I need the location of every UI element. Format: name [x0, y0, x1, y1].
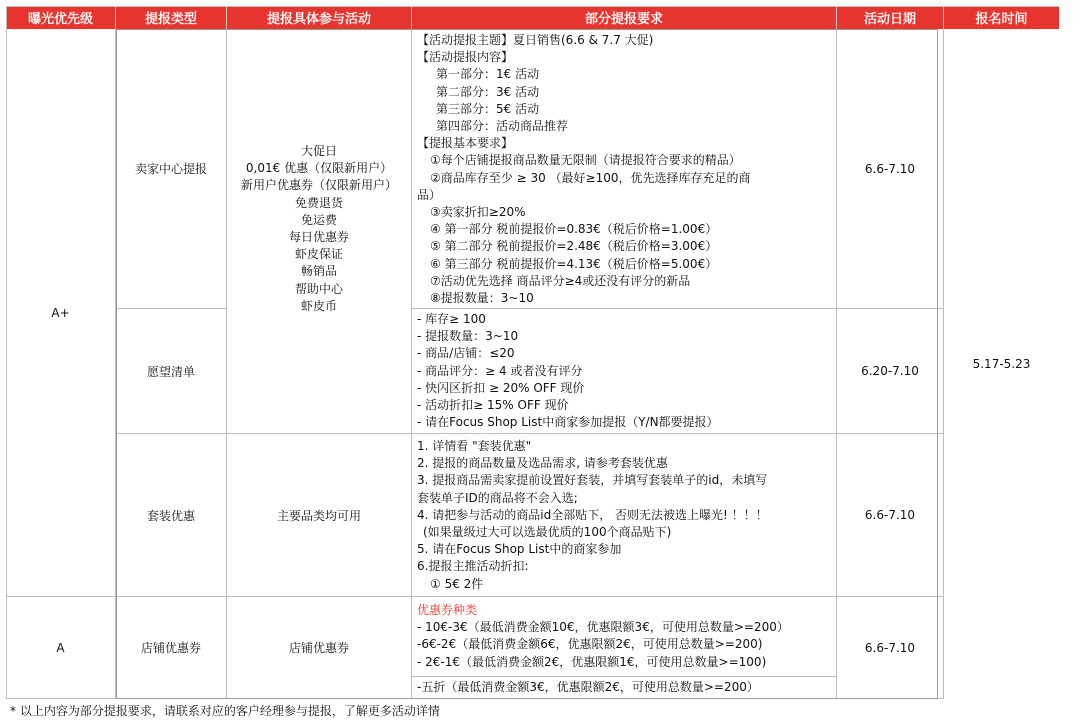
req-rule: ③卖家折扣≥20%	[430, 205, 526, 220]
req-line: - 商品评分：≥ 4 或者没有评分	[417, 363, 583, 378]
header-activity: 提报具体参与活动	[227, 6, 412, 29]
req-line: - 2€-1€（最低消费金额2€，优惠限额1€，可使用总数量>=100)	[417, 654, 767, 669]
priority-a: A	[6, 597, 116, 699]
req-line: - 快闪区折扣 ≥ 20% OFF 现价	[417, 380, 585, 395]
header-signup: 报名时间	[944, 6, 1059, 29]
priority-a-plus: A+	[6, 29, 116, 597]
req-theme: 【活动提报主题】夏日销售(6.6 & 7.7 大促)	[417, 33, 654, 47]
req-rule: ①每个店铺提报商品数量无限制（请提报符合要求的精品）	[430, 153, 741, 168]
date-wishlist: 6.20-7.10	[837, 309, 944, 434]
req-content-title: 【活动提报内容】	[417, 50, 514, 65]
activity-item: 虾皮币	[300, 298, 337, 313]
type-bundle: 套装优惠	[116, 434, 227, 597]
req-rule: ⑧提报数量：3~10	[430, 291, 534, 306]
req-line: - 商品/店铺：≤20	[417, 346, 515, 361]
activity-item: 帮助中心	[294, 281, 343, 296]
req-rule: ⑤ 第二部分 税前提报价=2.48€（税后价格=3.00€）	[430, 239, 718, 254]
footnote: * 以上内容为部分提报要求，请联系对应的客户经理参与提报，了解更多活动详情	[10, 704, 440, 718]
activity-item: 每日优惠券	[288, 230, 349, 244]
req-line: - 库存≥ 100	[417, 312, 486, 326]
req-basic-title: 【提报基本要求】	[417, 136, 514, 151]
req-part: 第二部分：3€ 活动	[436, 84, 540, 99]
activity-item: 大促日	[300, 143, 337, 158]
activity-item: 免运费	[300, 212, 337, 227]
header-type: 提报类型	[116, 6, 227, 29]
req-line: 3. 提报商品需卖家提前设置好套装，并填写套装单子的id，未填写	[417, 473, 768, 488]
req-line: - 请在Focus Shop List中商家参加提报（Y/N都要提报）	[417, 415, 719, 430]
req-part: 第三部分：5€ 活动	[436, 101, 540, 116]
req-line: -6€-2€（最低消费金额6€，优惠限额2€，可使用总数量>=200)	[417, 637, 763, 652]
req-line: 6.提报主推活动折扣:	[417, 559, 529, 574]
req-rule: ②商品库存至少 ≥ 30 （最好≥100，优先选择库存充足的商	[430, 170, 751, 185]
req-rule: 品）	[417, 187, 442, 202]
req-line: - 提报数量：3~10	[417, 329, 519, 344]
header-requirements: 部分提报要求	[412, 6, 837, 29]
req-line: ① 5€ 2件	[430, 576, 484, 591]
activity-item: 虾皮保证	[294, 247, 343, 262]
activity-item: 免费退货	[294, 195, 343, 210]
date-voucher: 6.6-7.10	[837, 597, 944, 699]
header-date: 活动日期	[837, 6, 944, 29]
activity-item: 畅销品	[300, 264, 337, 279]
req-line: (如果量级过大可以选最优质的100个商品贴下)	[423, 525, 672, 540]
activity-bundle: 主要品类均可用	[227, 434, 412, 597]
type-wishlist: 愿望清单	[116, 309, 227, 434]
date-seller-center: 6.6-7.10	[837, 29, 944, 309]
req-line: - 活动折扣≥ 15% OFF 现价	[417, 398, 569, 413]
req-part: 第四部分：活动商品推荐	[436, 119, 569, 134]
req-line: 5. 请在Focus Shop List中的商家参加	[417, 542, 622, 557]
req-rule: ④ 第一部分 税前提报价=0.83€（税后价格=1.00€）	[430, 222, 718, 237]
req-line: 4. 请把参与活动的商品id全部贴下， 否则无法被选上曝光! ！！！	[417, 507, 768, 522]
req-rule: ⑦活动优先选择 商品评分≥4或还没有评分的新品	[430, 273, 691, 288]
type-voucher: 店铺优惠券	[116, 597, 227, 699]
req-line: 套装单子ID的商品将不会入选;	[417, 490, 578, 505]
req-line: - 10€-3€（最低消费金额10€，优惠限额3€，可使用总数量>=200）	[417, 620, 789, 635]
req-part: 第一部分：1€ 活动	[436, 67, 540, 82]
voucher-types-title: 优惠券种类	[417, 603, 478, 617]
req-line: -五折（最低消费金额3€，优惠限额2€，可使用总数量>=200）	[417, 680, 759, 694]
req-line: 2. 提报的商品数量及选品需求, 请参考套装优惠	[417, 456, 668, 471]
header-priority: 曝光优先级	[6, 6, 116, 29]
signup-time: 5.17-5.23	[972, 357, 1031, 371]
type-seller-center: 卖家中心提报	[116, 29, 227, 309]
activity-voucher: 店铺优惠券	[227, 597, 412, 699]
req-line: 1. 详情看 "套装优惠"	[417, 439, 532, 453]
req-rule: ⑥ 第三部分 税前提报价=4.13€（税后价格=5.00€）	[430, 256, 718, 271]
activity-item: 0,01€ 优惠（仅限新用户）	[245, 161, 393, 176]
inner-outline	[116, 29, 938, 699]
activity-item: 新用户优惠券（仅限新用户）	[240, 178, 397, 193]
date-bundle: 6.6-7.10	[837, 434, 944, 597]
